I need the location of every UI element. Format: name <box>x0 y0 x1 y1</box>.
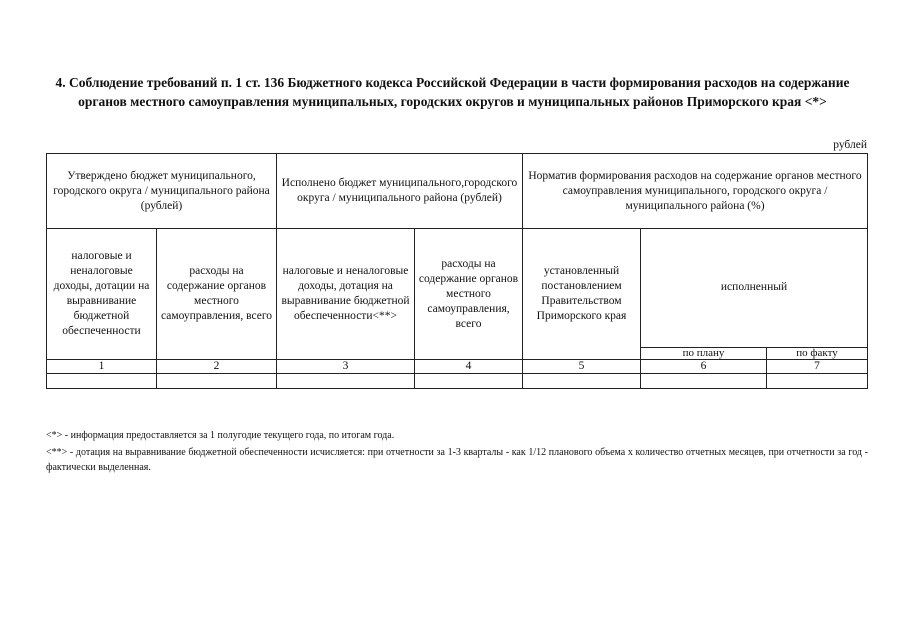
units-label: рублей <box>833 139 867 151</box>
table-cell <box>157 374 277 389</box>
table-header-groups <box>47 154 868 229</box>
col-number: 1 <box>47 360 157 374</box>
table-cell <box>277 374 415 389</box>
footnote-2: <**> - дотация на выравнивание бюджетной обеспеченности исчисляется: при отчетности за 1-3 кварталы - как 1/12 планового объема х количество отчетных месяцев, при отчетности за год - фактически выделенная. <box>46 447 868 473</box>
header-col-6: по плану <box>641 347 767 359</box>
col-number: 4 <box>415 360 523 374</box>
budget-table <box>46 153 868 389</box>
header-col-3: налоговые и неналоговые доходы, дотация на выравнивание бюджетной обеспеченности<**> <box>277 229 415 360</box>
table-cell <box>523 374 641 389</box>
table-cell <box>415 374 523 389</box>
header-norm: Норматив формирования расходов на содержание органов местного самоуправления муниципального, городского округа / муниципального района (%) <box>523 154 868 229</box>
col-number: 7 <box>767 360 868 374</box>
table-row-numbers <box>47 360 868 374</box>
col-number: 3 <box>277 360 415 374</box>
table-cell <box>767 374 868 389</box>
header-col-5: установленный постановлением Правительством Приморского края <box>523 229 641 360</box>
col-number: 5 <box>523 360 641 374</box>
col-number: 6 <box>641 360 767 374</box>
footnote-1: <*> - информация предоставляется за 1 полугодие текущего года, по итогам года. <box>46 430 395 441</box>
header-col-executed: исполненный <box>641 229 868 348</box>
section-title: 4. Соблюдение требований п. 1 ст. 136 Бюджетного кодекса Российской Федерации в части формирования расходов на содержание органов местного самоуправления муниципальных, городских округов и муниципальных районов Приморского края <*> <box>55 75 850 109</box>
table-cell <box>47 374 157 389</box>
col-number: 2 <box>157 360 277 374</box>
table-row <box>47 374 868 389</box>
header-executed: Исполнено бюджет муниципального,городского округа / муниципального района (рублей) <box>277 154 523 229</box>
table-cell <box>641 374 767 389</box>
header-col-1: налоговые и неналоговые доходы, дотации на выравнивание бюджетной обеспеченности <box>47 229 157 360</box>
header-col-2: расходы на содержание органов местного самоуправления, всего <box>157 229 277 360</box>
table-header-columns <box>47 229 868 348</box>
header-approved: Утверждено бюджет муниципального, городского округа / муниципального района (рублей) <box>47 154 277 229</box>
header-col-4: расходы на содержание органов местного самоуправления, всего <box>415 229 523 360</box>
header-col-7: по факту <box>767 347 868 359</box>
